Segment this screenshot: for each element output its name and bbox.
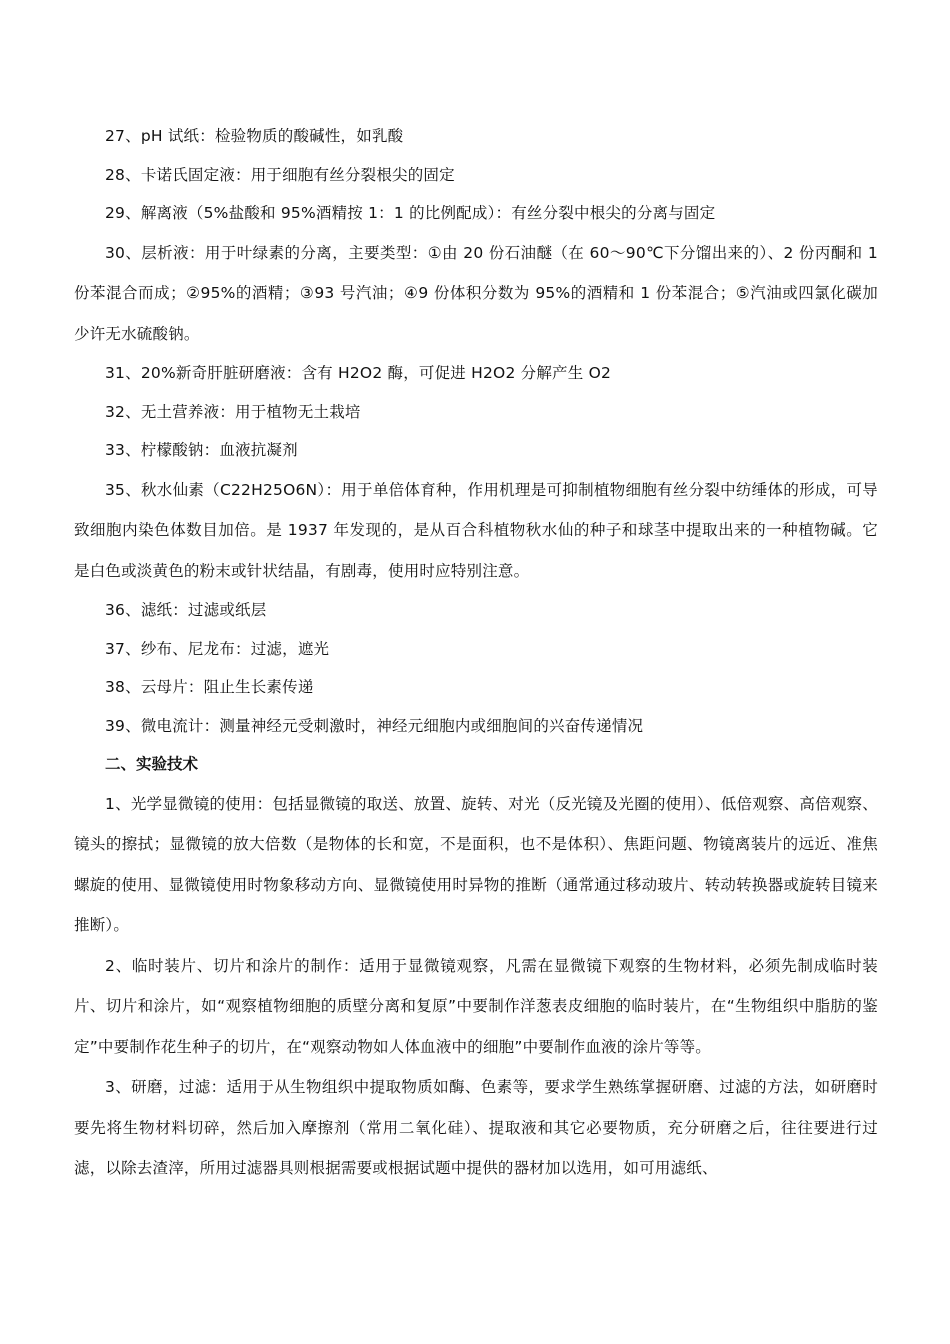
item-32: 32、无土营养液：用于植物无土栽培	[105, 402, 361, 421]
document-page	[74, 117, 878, 1189]
item-38: 38、云母片：阻止生长素传递	[105, 678, 314, 696]
item-37: 37、纱布、尼龙布：过滤，遮光	[105, 639, 330, 658]
technique-1: 1、光学显微镜的使用：包括显微镜的取送、放置、旋转、对光（反光镜及光圈的使用）、低倍观察、高倍观察、镜头的擦拭；显微镜的放大倍数（是物体的长和宽，不是面积，也不是体积）、焦距问题、物镜离装片的远近、准焦螺旋的使用、显微镜使用时物象移动方向、显微镜使用时异物的推断（通常通过移动玻片、转动转换器或旋转目镜来推断）。	[74, 794, 878, 934]
technique-3: 3、研磨，过滤：适用于从生物组织中提取物质如酶、色素等，要求学生熟练掌握研磨、过滤的方法，如研磨时要先将生物材料切碎，然后加入摩擦剂（常用二氧化硅）、提取液和其它必要物质，充分研磨之后，往往要进行过滤，以除去渣滓，所用过滤器具则根据需要或根据试题中提供的器材加以选用，如可用滤纸、	[74, 1078, 878, 1177]
item-33: 33、柠檬酸钠：血液抗凝剂	[105, 441, 298, 459]
technique-2: 2、临时装片、切片和涂片的制作：适用于显微镜观察，凡需在显微镜下观察的生物材料，必须先制成临时装片、切片和涂片，如“观察植物细胞的质壁分离和复原”中要制作洋葱表皮细胞的临时装片，在“生物组织中脂肪的鉴定”中要制作花生种子的切片，在“观察动物如人体血液中的细胞”中要制作血液的涂片等等。	[74, 956, 878, 1056]
item-31: 31、20%新奇肝脏研磨液：含有 H2O2 酶，可促进 H2O2 分解产生 O2	[105, 364, 612, 382]
item-39: 39、微电流计：测量神经元受刺激时，神经元细胞内或细胞间的兴奋传递情况	[105, 716, 644, 735]
item-35: 35、秋水仙素（C22H25O6N）：用于单倍体育种，作用机理是可抑制植物细胞有丝分裂中纺缍体的形成，可导致细胞内染色体数目加倍。是 1937 年发现的，是从百合科植物秋水仙的种子和球茎中提取出来的一种植物碱。它是白色或淡黄色的粉末或针状结晶，有剧毒，使用时应特别注意。	[74, 480, 878, 580]
item-30: 30、层析液：用于叶绿素的分离，主要类型：①由 20 份石油醚（在 60～90℃下分馏出来的）、2 份丙酮和 1 份苯混合而成；②95%的酒精；③93 号汽油；④9 份体积分数为 95%的酒精和 1 份苯混合；⑤汽油或四氯化碳加少许无水硫酸钠。	[74, 243, 878, 343]
item-29: 29、解离液（5%盐酸和 95%酒精按 1：1 的比例配成）：有丝分裂中根尖的分离与固定	[105, 204, 716, 222]
item-36: 36、滤纸：过滤或纸层	[105, 601, 267, 619]
item-28: 28、卡诺氏固定液：用于细胞有丝分裂根尖的固定	[105, 165, 455, 184]
section-heading: 二、实验技术	[105, 755, 199, 773]
item-27: 27、pH 试纸：检验物质的酸碱性，如乳酸	[105, 127, 404, 145]
